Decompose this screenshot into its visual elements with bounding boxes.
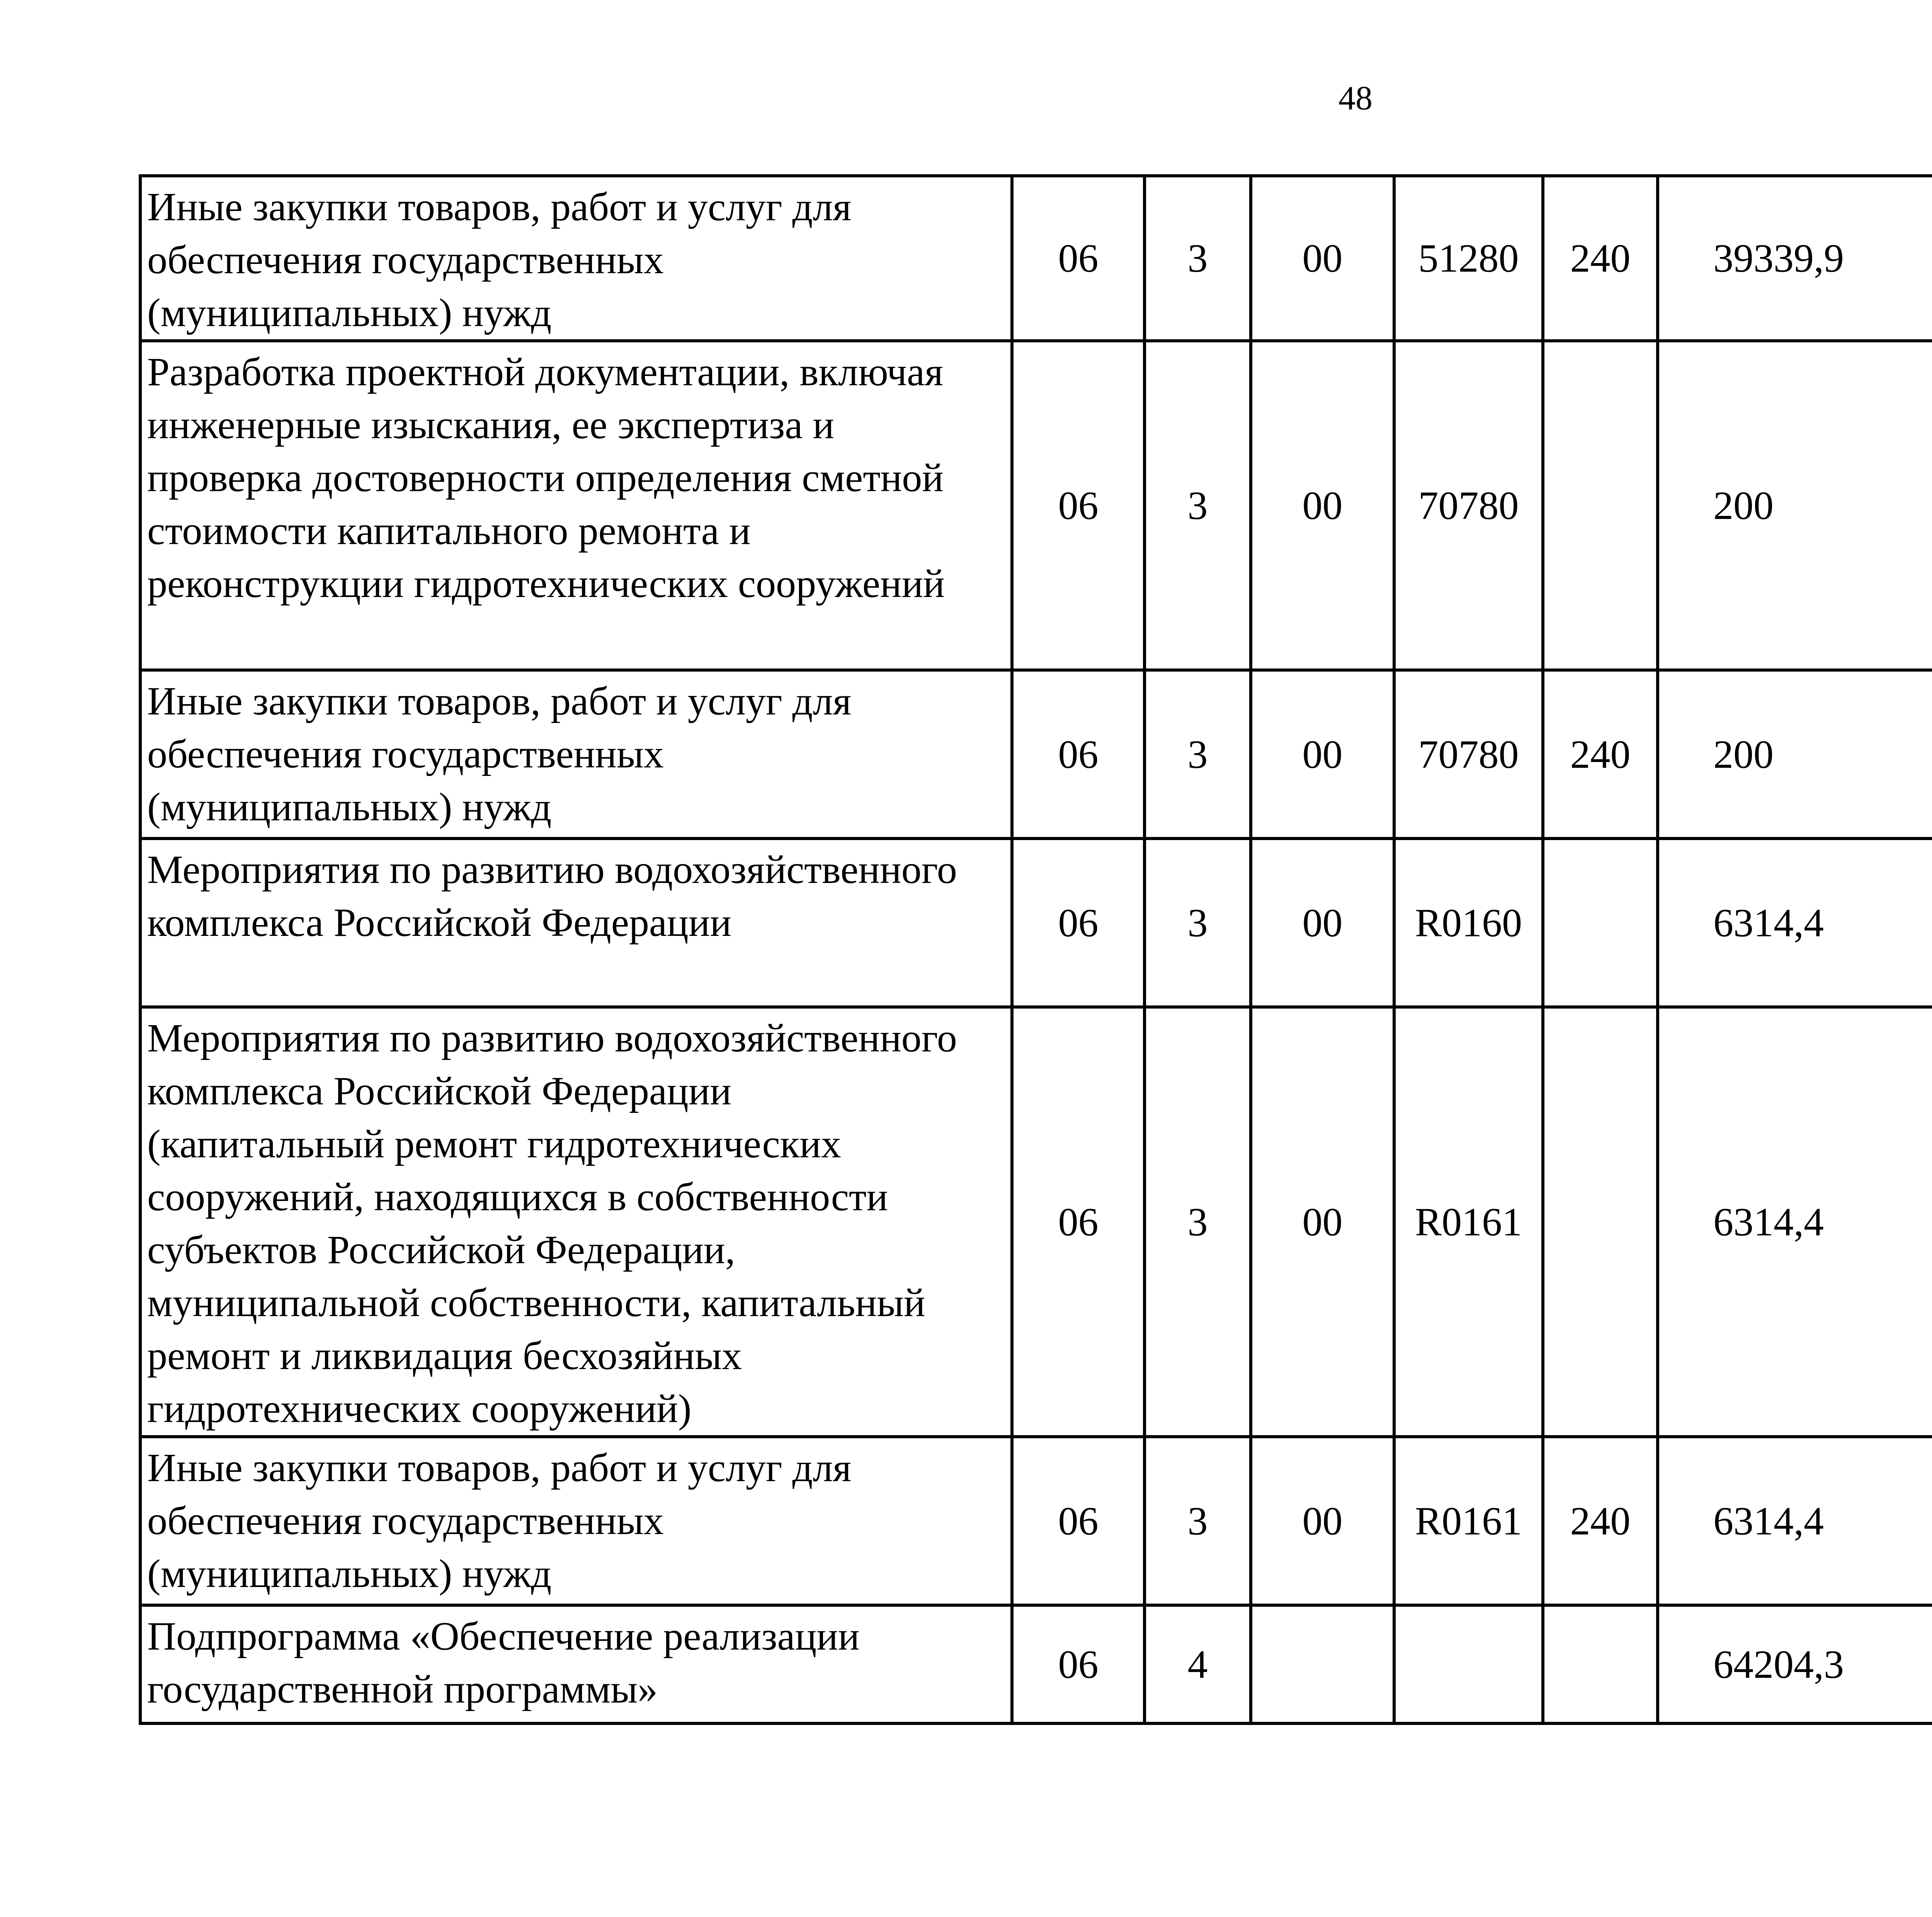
table-row [140, 176, 1932, 341]
description-line: комплекса Российской Федерации [147, 900, 732, 945]
code-cell: 3 [1145, 670, 1251, 839]
description-line: обеспечения государственных [147, 732, 664, 776]
code-cell: 06 [1012, 670, 1145, 839]
row-description [140, 1007, 1012, 1437]
description-line: инженерные изыскания, ее экспертиза и [147, 403, 835, 447]
amount-cell: 200 [1658, 341, 1932, 670]
description-line: (муниципальных) нужд [147, 785, 552, 829]
description-line: муниципальной собственности, капитальный [147, 1281, 925, 1325]
amount-cell: 200 [1658, 670, 1932, 839]
row-description [140, 670, 1012, 839]
code-cell [1394, 1605, 1543, 1723]
code-cell [1251, 1605, 1394, 1723]
table-row [140, 670, 1932, 839]
description-line: стоимости капитального ремонта и [147, 509, 751, 553]
description-line: ремонт и ликвидация бесхозяйных [147, 1334, 742, 1378]
row-description [140, 1437, 1012, 1605]
description-line: Разработка проектной документации, включая [147, 350, 943, 394]
code-cell: 240 [1543, 176, 1658, 341]
code-cell: 3 [1145, 1007, 1251, 1437]
amount-cell: 39339,9 [1658, 176, 1932, 341]
description-line: Мероприятия по развитию водохозяйственного [147, 847, 957, 892]
code-cell: 70780 [1394, 670, 1543, 839]
description-line: (капитальный ремонт гидротехнических [147, 1122, 841, 1166]
code-cell: 06 [1012, 839, 1145, 1007]
code-cell [1543, 1007, 1658, 1437]
page-number: 48 [1338, 80, 1372, 117]
description-line: Иные закупки товаров, работ и услуг для [147, 1446, 852, 1490]
description-line: гидротехнических сооружений) [147, 1386, 692, 1431]
row-description [140, 1605, 1012, 1723]
amount-cell: 6314,4 [1658, 839, 1932, 1007]
code-cell: 00 [1251, 341, 1394, 670]
code-cell: 06 [1012, 176, 1145, 341]
code-cell: 4 [1145, 1605, 1251, 1723]
table-row [140, 839, 1932, 1007]
row-description [140, 341, 1012, 670]
description-line: реконструкции гидротехнических сооружений [147, 561, 945, 606]
table-row [140, 1437, 1932, 1605]
description-line: комплекса Российской Федерации [147, 1069, 732, 1113]
code-cell: 00 [1251, 1007, 1394, 1437]
budget-table [139, 174, 1932, 1725]
code-cell: 3 [1145, 1437, 1251, 1605]
description-line: государственной программы» [147, 1667, 658, 1711]
description-line: обеспечения государственных [147, 238, 664, 282]
description-line: Иные закупки товаров, работ и услуг для [147, 679, 852, 723]
code-cell: 240 [1543, 1437, 1658, 1605]
description-line: (муниципальных) нужд [147, 1551, 552, 1596]
description-line: субъектов Российской Федерации, [147, 1228, 735, 1272]
code-cell: 00 [1251, 1437, 1394, 1605]
code-cell: R0161 [1394, 1437, 1543, 1605]
code-cell: 06 [1012, 1007, 1145, 1437]
amount-cell: 6314,4 [1658, 1437, 1932, 1605]
table-row [140, 341, 1932, 670]
code-cell [1543, 1605, 1658, 1723]
description-line: (муниципальных) нужд [147, 291, 552, 335]
code-cell: R0160 [1394, 839, 1543, 1007]
code-cell: 70780 [1394, 341, 1543, 670]
code-cell: 00 [1251, 839, 1394, 1007]
row-description [140, 176, 1012, 341]
code-cell [1543, 839, 1658, 1007]
description-line: Подпрограмма «Обеспечение реализации [147, 1614, 860, 1658]
code-cell: 06 [1012, 1437, 1145, 1605]
code-cell [1543, 341, 1658, 670]
amount-cell: 64204,3 [1658, 1605, 1932, 1723]
code-cell: 3 [1145, 839, 1251, 1007]
table-row [140, 1007, 1932, 1437]
code-cell: 00 [1251, 670, 1394, 839]
table-body [140, 176, 1932, 1723]
code-cell: 00 [1251, 176, 1394, 341]
description-line: обеспечения государственных [147, 1499, 664, 1543]
code-cell: 06 [1012, 1605, 1145, 1723]
amount-cell: 6314,4 [1658, 1007, 1932, 1437]
description-line: Мероприятия по развитию водохозяйственного [147, 1016, 957, 1060]
code-cell: 240 [1543, 670, 1658, 839]
code-cell: 3 [1145, 176, 1251, 341]
code-cell: 06 [1012, 341, 1145, 670]
table-row [140, 1605, 1932, 1723]
code-cell: R0161 [1394, 1007, 1543, 1437]
code-cell: 51280 [1394, 176, 1543, 341]
code-cell: 3 [1145, 341, 1251, 670]
row-description [140, 839, 1012, 1007]
description-line: сооружений, находящихся в собственности [147, 1175, 888, 1219]
description-line: Иные закупки товаров, работ и услуг для [147, 185, 852, 229]
description-line: проверка достоверности определения сметной [147, 456, 944, 500]
